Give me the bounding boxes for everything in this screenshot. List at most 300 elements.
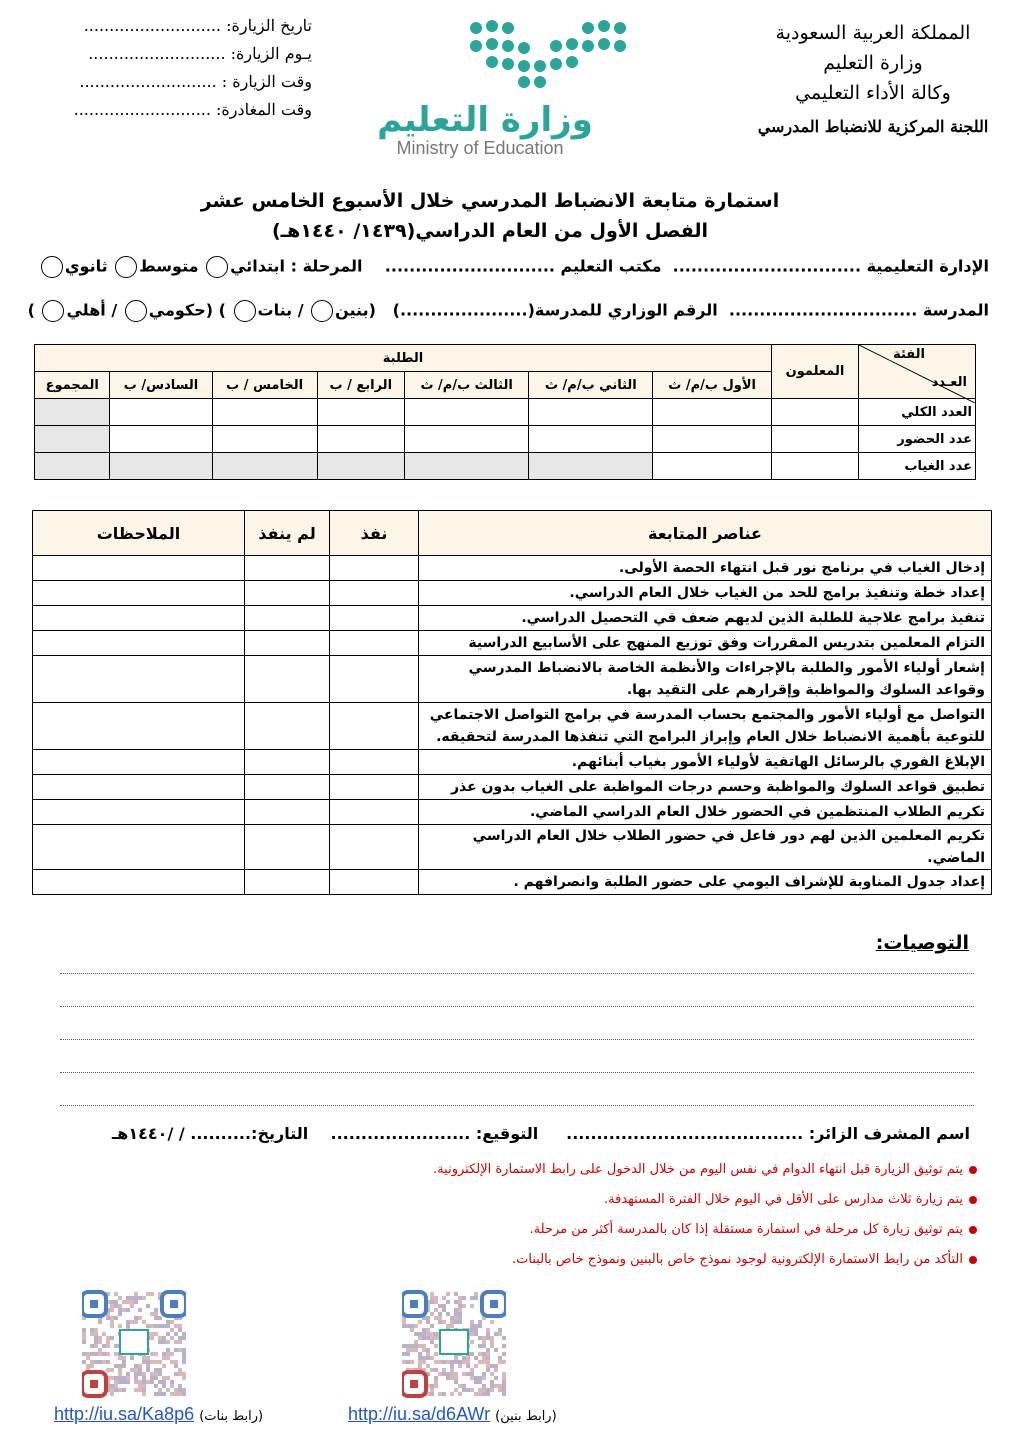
qr-code-girls[interactable]: [82, 1288, 186, 1400]
qr-module: [134, 1376, 138, 1380]
note-text: يتم زيارة ثلاث مدارس على الأقل في اليوم خلال الفترة المستهدفة.: [604, 1192, 963, 1207]
qr-module: [142, 1388, 146, 1392]
qr-module: [482, 1384, 486, 1388]
visit-day: يـوم الزيارة: ...........................: [88, 44, 312, 63]
qr-module: [462, 1388, 466, 1392]
done-cell[interactable]: [330, 556, 419, 581]
qr-module: [470, 1332, 474, 1336]
qr-module: [162, 1352, 166, 1356]
qr-module: [454, 1292, 458, 1296]
girls-radio[interactable]: [234, 300, 256, 322]
table-row: [33, 800, 992, 825]
qr-module: [430, 1356, 434, 1360]
qr-module: [498, 1328, 502, 1332]
col-third: الثالث ب/م/ ث: [404, 372, 529, 399]
qr-module: [94, 1336, 98, 1340]
table-row: [33, 750, 992, 775]
qr-module: [126, 1372, 130, 1376]
qr-module: [414, 1332, 418, 1336]
qr-module: [82, 1360, 86, 1364]
boys-link-row: [348, 1404, 557, 1425]
qr-module: [82, 1328, 86, 1332]
qr-module: [142, 1296, 146, 1300]
qr-module: [142, 1376, 146, 1380]
cell[interactable]: [772, 453, 859, 480]
qr-module: [438, 1312, 442, 1316]
qr-module: [110, 1384, 114, 1388]
qr-module: [470, 1340, 474, 1344]
girls-link[interactable]: http://iu.sa/Ka8p6: [54, 1404, 195, 1424]
done-cell[interactable]: [330, 606, 419, 631]
qr-module: [158, 1340, 162, 1344]
qr-module: [486, 1392, 490, 1396]
qr-module: [478, 1336, 482, 1340]
qr-module: [162, 1364, 166, 1368]
cell[interactable]: [404, 426, 529, 453]
qr-module: [178, 1368, 182, 1372]
qr-module: [442, 1320, 446, 1324]
qr-module: [430, 1296, 434, 1300]
recommendation-line[interactable]: [60, 1038, 974, 1040]
qr-module: [106, 1344, 110, 1348]
signature-line: [30, 1124, 970, 1143]
qr-module: [434, 1384, 438, 1388]
qr-module: [482, 1392, 486, 1396]
not-done-cell[interactable]: [245, 703, 330, 750]
qr-module: [470, 1304, 474, 1308]
qr-module: [142, 1372, 146, 1376]
not-done-cell[interactable]: [245, 800, 330, 825]
qr-module: [94, 1344, 98, 1348]
qr-module: [174, 1388, 178, 1392]
qr-module: [486, 1360, 490, 1364]
follow-item-text: إعداد جدول المناوبة للإشراف اليومي على حضور الطلبة وانصرافهم .: [513, 874, 985, 890]
qr-module: [118, 1312, 122, 1316]
qr-module: [174, 1324, 178, 1328]
qr-module: [426, 1356, 430, 1360]
qr-module: [430, 1324, 434, 1328]
follow-item: [419, 581, 992, 606]
cell[interactable]: [653, 453, 772, 480]
qr-module: [434, 1344, 438, 1348]
follow-item: [419, 606, 992, 631]
notes-cell[interactable]: [33, 703, 245, 750]
qr-module: [402, 1324, 406, 1328]
notes-cell[interactable]: [33, 556, 245, 581]
qr-module: [146, 1360, 150, 1364]
qr-module: [490, 1380, 494, 1384]
qr-module: [490, 1384, 494, 1388]
qr-module: [106, 1340, 110, 1344]
qr-module: [174, 1340, 178, 1344]
qr-module: [138, 1316, 142, 1320]
recommendation-line[interactable]: [60, 1005, 974, 1007]
visit-time: وقت الزيارة : ...........................: [79, 72, 312, 91]
table-row: [35, 399, 976, 426]
qr-module: [454, 1372, 458, 1376]
notes-cell[interactable]: [33, 631, 245, 656]
cell[interactable]: [529, 426, 653, 453]
table-row: [35, 426, 976, 453]
not-done-cell[interactable]: [245, 631, 330, 656]
qr-module: [130, 1300, 134, 1304]
qr-module: [154, 1312, 158, 1316]
cell[interactable]: [212, 399, 317, 426]
secondary-radio[interactable]: [41, 256, 63, 278]
recommendation-line[interactable]: [60, 1071, 974, 1073]
qr-module: [422, 1348, 426, 1352]
cell[interactable]: [317, 426, 404, 453]
qr-module: [442, 1368, 446, 1372]
qr-module: [502, 1392, 506, 1396]
qr-module: [154, 1376, 158, 1380]
committee-line: اللجنة المركزية للانضباط المدرسي: [757, 117, 989, 136]
cell[interactable]: [404, 399, 529, 426]
qr-module: [490, 1388, 494, 1392]
qr-module: [426, 1316, 430, 1320]
qr-finder-center: [410, 1300, 418, 1308]
qr-module: [110, 1368, 114, 1372]
qr-module: [458, 1360, 462, 1364]
cell[interactable]: [772, 399, 859, 426]
done-cell[interactable]: [330, 656, 419, 703]
qr-module: [122, 1300, 126, 1304]
done-cell[interactable]: [330, 825, 419, 870]
qr-module: [502, 1376, 506, 1380]
qr-module: [470, 1296, 474, 1300]
qr-module: [150, 1376, 154, 1380]
qr-module: [502, 1372, 506, 1376]
qr-module: [402, 1360, 406, 1364]
cell[interactable]: [212, 426, 317, 453]
qr-module: [446, 1312, 450, 1316]
qr-module: [166, 1348, 170, 1352]
cell[interactable]: [653, 426, 772, 453]
qr-module: [82, 1332, 86, 1336]
boys-link[interactable]: http://iu.sa/d6AWr: [348, 1404, 491, 1424]
government-radio[interactable]: [125, 300, 147, 322]
qr-module: [98, 1340, 102, 1344]
note-text: يتم توثيق الزيارة قبل انتهاء الدوام في نفس اليوم من خلال الدخول على رابط الاستمارة الإلكترونية.: [433, 1162, 963, 1177]
qr-module: [178, 1348, 182, 1352]
qr-module: [450, 1324, 454, 1328]
visit-info: [12, 12, 312, 124]
qr-module: [454, 1320, 458, 1324]
qr-module: [110, 1308, 114, 1312]
qr-module: [170, 1336, 174, 1340]
not-done-cell[interactable]: [245, 870, 330, 895]
kingdom-line: المملكة العربية السعودية: [775, 22, 971, 44]
qr-module: [94, 1332, 98, 1336]
qr-module: [434, 1308, 438, 1312]
qr-module: [482, 1388, 486, 1392]
cell[interactable]: [212, 453, 317, 480]
qr-module: [138, 1380, 142, 1384]
qr-module: [486, 1364, 490, 1368]
qr-module: [146, 1364, 150, 1368]
qr-module: [478, 1344, 482, 1348]
qr-module: [430, 1340, 434, 1344]
qr-finder-center: [490, 1300, 498, 1308]
qr-module: [426, 1364, 430, 1368]
cell[interactable]: [529, 453, 653, 480]
col-second: الثاني ب/م/ ث: [529, 372, 653, 399]
qr-module: [106, 1336, 110, 1340]
not-done-cell[interactable]: [245, 581, 330, 606]
col-fifth: الخامس / ب: [212, 372, 317, 399]
qr-module: [162, 1340, 166, 1344]
qr-module: [138, 1308, 142, 1312]
qr-module: [130, 1356, 134, 1360]
qr-module: [482, 1372, 486, 1376]
qr-module: [414, 1340, 418, 1344]
col-sixth: السادس/ ب: [110, 372, 212, 399]
qr-module: [454, 1380, 458, 1384]
follow-up-table: [32, 510, 992, 895]
qr-module: [454, 1376, 458, 1380]
qr-module: [114, 1376, 118, 1380]
not-done-cell[interactable]: [245, 775, 330, 800]
qr-module: [486, 1348, 490, 1352]
qr-module: [122, 1388, 126, 1392]
notes-cell[interactable]: [33, 606, 245, 631]
qr-module: [478, 1324, 482, 1328]
qr-module: [430, 1332, 434, 1336]
form-title: [40, 186, 940, 246]
bullet-icon: [969, 1196, 977, 1204]
qr-module: [126, 1324, 130, 1328]
not-done-cell[interactable]: [245, 556, 330, 581]
qr-module: [446, 1300, 450, 1304]
qr-module: [446, 1360, 450, 1364]
qr-module: [442, 1296, 446, 1300]
qr-module: [166, 1324, 170, 1328]
qr-module: [114, 1292, 118, 1296]
done-cell[interactable]: [330, 703, 419, 750]
qr-module: [150, 1332, 154, 1336]
done-cell[interactable]: [330, 581, 419, 606]
cell[interactable]: [35, 426, 110, 453]
qr-module: [498, 1332, 502, 1336]
not-done-cell[interactable]: [245, 606, 330, 631]
qr-module: [170, 1384, 174, 1388]
qr-module: [178, 1336, 182, 1340]
qr-code-boys[interactable]: [402, 1288, 506, 1400]
qr-module: [418, 1336, 422, 1340]
cell[interactable]: [35, 399, 110, 426]
qr-module: [134, 1388, 138, 1392]
cell[interactable]: [317, 399, 404, 426]
follow-item-text: إدخال الغياب في برنامج نور قبل انتهاء الحصة الأولى.: [618, 560, 985, 576]
follow-item-text: إشعار أولياء الأمور والطلبة بالإجراءات والأنظمة الخاصة بالانضباط المدرسي: [468, 660, 985, 676]
qr-module: [90, 1344, 94, 1348]
qr-module: [466, 1356, 470, 1360]
notes-header: الملاحظات: [33, 511, 245, 556]
qr-module: [494, 1364, 498, 1368]
stats-table: [34, 344, 976, 480]
qr-module: [434, 1380, 438, 1384]
row-label: العدد الكلي: [859, 399, 976, 426]
qr-module: [146, 1356, 150, 1360]
cell[interactable]: [110, 426, 212, 453]
qr-module: [502, 1352, 506, 1356]
qr-module: [414, 1344, 418, 1348]
qr-module: [422, 1360, 426, 1364]
qr-module: [86, 1356, 90, 1360]
qr-module: [502, 1380, 506, 1384]
table-row: [33, 556, 992, 581]
row-label: عدد الغياب: [859, 453, 976, 480]
not-done-cell[interactable]: [245, 750, 330, 775]
qr-module: [114, 1344, 118, 1348]
not-done-cell[interactable]: [245, 825, 330, 870]
qr-module: [130, 1320, 134, 1324]
qr-module: [482, 1376, 486, 1380]
cell[interactable]: [317, 453, 404, 480]
qr-module: [162, 1380, 166, 1384]
note-item: [530, 1222, 978, 1237]
qr-module: [178, 1340, 182, 1344]
qr-module: [434, 1352, 438, 1356]
qr-module: [110, 1320, 114, 1324]
cell[interactable]: [110, 399, 212, 426]
qr-module: [442, 1308, 446, 1312]
school-field: المدرسة ...............................: [728, 300, 989, 320]
qr-module: [494, 1332, 498, 1336]
qr-module: [434, 1368, 438, 1372]
qr-module: [154, 1368, 158, 1372]
teachers-header: المعلمون: [772, 345, 859, 399]
notes-cell[interactable]: [33, 656, 245, 703]
qr-module: [90, 1364, 94, 1368]
intermediate-radio[interactable]: [115, 256, 137, 278]
qr-module: [418, 1332, 422, 1336]
cell[interactable]: [772, 426, 859, 453]
follow-item: [419, 656, 992, 703]
notes-cell[interactable]: [33, 750, 245, 775]
qr-module: [474, 1328, 478, 1332]
qr-module: [138, 1296, 142, 1300]
done-cell[interactable]: [330, 870, 419, 895]
qr-module: [474, 1332, 478, 1336]
qr-module: [182, 1360, 186, 1364]
follow-item: [419, 750, 992, 775]
col-total: المجموع: [35, 372, 110, 399]
done-cell[interactable]: [330, 800, 419, 825]
qr-module: [434, 1376, 438, 1380]
qr-module: [450, 1372, 454, 1376]
qr-module: [174, 1364, 178, 1368]
qr-module: [486, 1388, 490, 1392]
qr-module: [502, 1384, 506, 1388]
qr-module: [142, 1320, 146, 1324]
notes-cell[interactable]: [33, 581, 245, 606]
qr-module: [478, 1392, 482, 1396]
done-cell[interactable]: [330, 750, 419, 775]
corner-top: الفئة: [893, 347, 925, 362]
not-done-cell[interactable]: [245, 656, 330, 703]
done-cell[interactable]: [330, 631, 419, 656]
qr-module: [466, 1372, 470, 1376]
qr-module: [450, 1360, 454, 1364]
qr-module: [446, 1292, 450, 1296]
done-cell[interactable]: [330, 775, 419, 800]
qr-module: [150, 1380, 154, 1384]
qr-module: [458, 1304, 462, 1308]
qr-module: [114, 1388, 118, 1392]
qr-module: [182, 1352, 186, 1356]
primary-radio[interactable]: [206, 256, 228, 278]
qr-module: [426, 1332, 430, 1336]
qr-module: [426, 1348, 430, 1352]
qr-module: [170, 1320, 174, 1324]
boys-radio[interactable]: [311, 300, 333, 322]
girls-link-label: (رابط بنات): [199, 1409, 264, 1424]
cell[interactable]: [529, 399, 653, 426]
qr-module: [174, 1392, 178, 1396]
qr-module: [430, 1384, 434, 1388]
notes-cell[interactable]: [33, 825, 245, 870]
qr-module: [134, 1364, 138, 1368]
qr-module: [114, 1300, 118, 1304]
qr-module: [450, 1320, 454, 1324]
qr-module: [134, 1296, 138, 1300]
note-text: التأكد من رابط الاستمارة الإلكترونية لوجود نموذج خاص بالبنين ونموذج خاص بالبنات.: [512, 1252, 963, 1267]
logo-arabic: وزارة التعليم: [377, 100, 593, 140]
cell[interactable]: [110, 453, 212, 480]
qr-boys-icon: [402, 1288, 506, 1400]
admin-field: الإدارة التعليمية ...............................: [672, 256, 989, 276]
table-row: [33, 656, 992, 703]
notes-cell[interactable]: [33, 800, 245, 825]
qr-module: [170, 1352, 174, 1356]
qr-module: [422, 1356, 426, 1360]
qr-module: [430, 1368, 434, 1372]
qr-module: [406, 1324, 410, 1328]
qr-module: [182, 1348, 186, 1352]
recommendation-line[interactable]: [60, 972, 974, 974]
cell[interactable]: [404, 453, 529, 480]
recommendation-line[interactable]: [60, 1104, 974, 1106]
private-radio[interactable]: [42, 300, 64, 322]
qr-finder-center: [90, 1380, 98, 1388]
qr-module: [490, 1344, 494, 1348]
qr-module: [166, 1332, 170, 1336]
notes-cell[interactable]: [33, 775, 245, 800]
corner-bottom: العـدد: [931, 375, 967, 390]
qr-module: [146, 1304, 150, 1308]
qr-module: [486, 1328, 490, 1332]
qr-module: [410, 1360, 414, 1364]
follow-item-text: الإبلاغ الفوري بالرسائل الهاتفية لأولياء الأمور بغياب أبنائهم.: [571, 754, 985, 770]
cell[interactable]: [653, 399, 772, 426]
qr-module: [166, 1352, 170, 1356]
qr-module: [170, 1392, 174, 1396]
cell[interactable]: [35, 453, 110, 480]
supervisor-name: اسم المشرف الزائر: .......................................: [566, 1124, 970, 1143]
qr-module: [498, 1360, 502, 1364]
qr-module: [138, 1364, 142, 1368]
qr-module: [446, 1376, 450, 1380]
qr-module: [118, 1304, 122, 1308]
qr-module: [138, 1384, 142, 1388]
notes-cell[interactable]: [33, 870, 245, 895]
qr-module: [110, 1388, 114, 1392]
qr-module: [454, 1388, 458, 1392]
qr-module: [478, 1320, 482, 1324]
bullet-icon: [969, 1256, 977, 1264]
qr-module: [138, 1372, 142, 1376]
